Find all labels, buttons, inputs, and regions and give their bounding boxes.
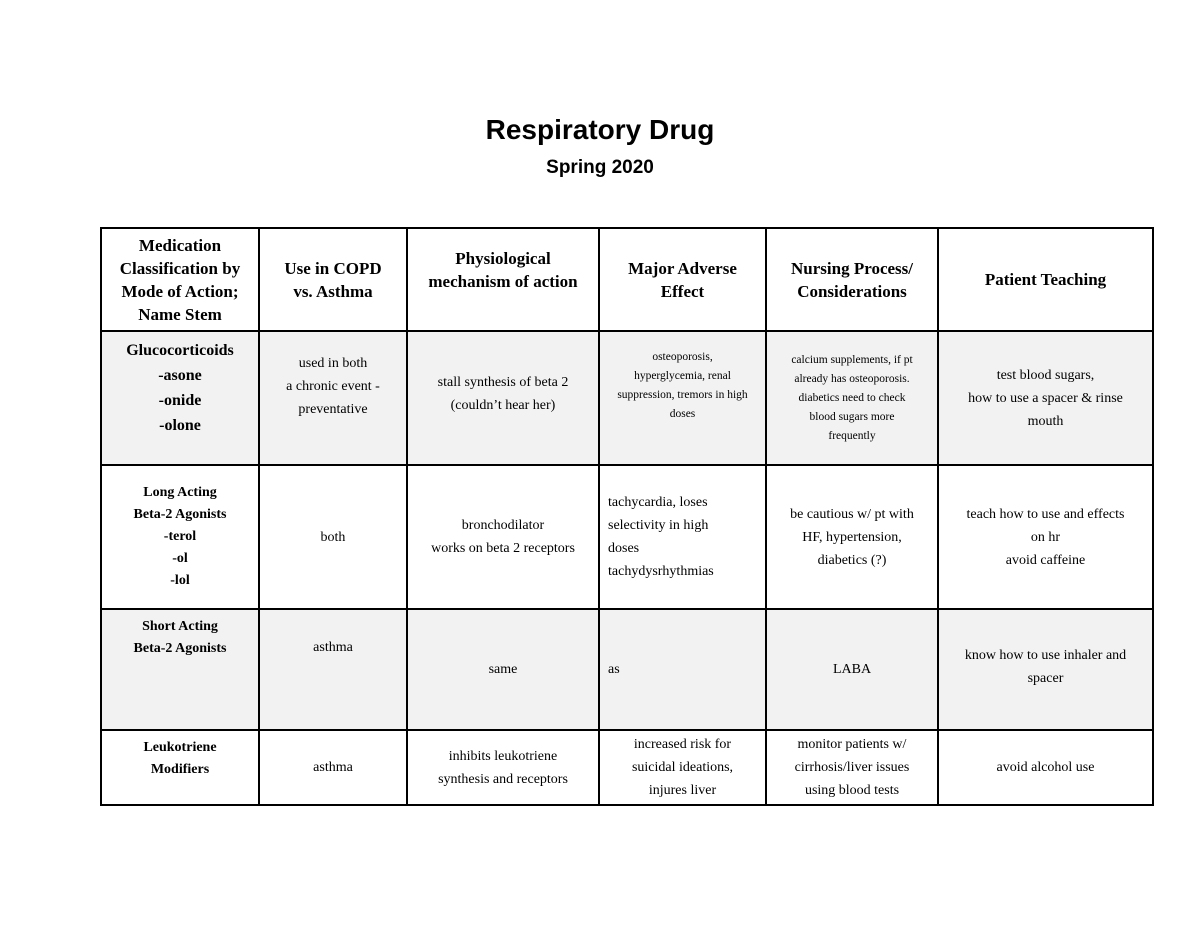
cell-adverse: [599, 331, 766, 465]
header-adverse: [599, 228, 766, 331]
cell-line: -lol: [170, 573, 190, 588]
cell-line: -olone: [159, 417, 201, 434]
cell-line: works on beta 2 receptors: [431, 541, 575, 556]
cell-line: know how to use inhaler and: [964, 647, 1127, 663]
cell-line: -ol: [172, 551, 188, 566]
cell-use: [259, 609, 407, 730]
cell-line: Long Acting: [143, 485, 217, 500]
cell-mechanism: [407, 609, 599, 730]
cell-classification: [101, 730, 259, 805]
header-nursing: [766, 228, 938, 331]
cell-classification: [101, 331, 259, 465]
cell-line: Beta-2 Agonists: [133, 507, 227, 522]
cell-mechanism: [407, 331, 599, 465]
cell-use: [259, 465, 407, 609]
cell-line: suppression, tremors in high: [617, 389, 748, 401]
header-line: Effect: [660, 281, 705, 301]
cell-line: -terol: [163, 529, 197, 544]
cell-line: doses: [608, 541, 640, 556]
cell-line: mouth: [1027, 413, 1064, 429]
cell-line: tachycardia, loses: [608, 495, 708, 510]
header-line: Mode of Action;: [121, 281, 239, 301]
cell-line: calcium supplements, if pt: [791, 353, 913, 366]
cell-line: osteoporosis,: [652, 351, 713, 363]
cell-line: HF, hypertension,: [802, 529, 902, 545]
cell-line: used in both: [298, 356, 368, 371]
cell-line: tachydysrhythmias: [608, 564, 714, 579]
cell-mechanism: [407, 465, 599, 609]
cell-line: bronchodilator: [461, 518, 545, 533]
cell-line: frequently: [828, 429, 876, 442]
cell-nursing: [766, 609, 938, 730]
cell-line: cirrhosis/liver issues: [794, 760, 910, 775]
cell-adverse: [599, 609, 766, 730]
table-row: [101, 609, 1153, 730]
cell-line: LABA: [832, 662, 872, 677]
cell-line: avoid alcohol use: [996, 760, 1095, 775]
cell-line: avoid caffeine: [1005, 552, 1086, 568]
cell-adverse: [599, 730, 766, 805]
cell-line: be cautious w/ pt with: [790, 506, 914, 522]
cell-line: Leukotriene: [143, 740, 217, 755]
cell-line: Modifiers: [150, 762, 210, 777]
cell-line: already has osteoporosis.: [794, 372, 910, 385]
respiratory-drug-table: [100, 227, 1154, 806]
table-header-row: [101, 228, 1153, 331]
cell-mechanism: [407, 730, 599, 805]
cell-line: a chronic event -: [286, 379, 380, 394]
header-mechanism: [407, 228, 599, 331]
header-line: Nursing Process/: [791, 258, 913, 278]
cell-use: [259, 730, 407, 805]
document-subtitle: Spring 2020: [546, 157, 654, 178]
cell-teaching: [938, 331, 1153, 465]
header-line: Classification by: [119, 258, 241, 278]
header-line: Physiological: [455, 248, 551, 268]
cell-line: -onide: [158, 392, 202, 409]
cell-line: doses: [669, 408, 696, 420]
cell-line: synthesis and receptors: [438, 771, 568, 787]
cell-line: injures liver: [648, 783, 717, 798]
cell-line: as: [608, 662, 620, 677]
cell-line: suicidal ideations,: [631, 760, 734, 775]
cell-teaching: [938, 730, 1153, 805]
header-line: Use in COPD: [284, 258, 382, 278]
cell-line: using blood tests: [804, 783, 900, 798]
header-line: Medication: [138, 235, 222, 255]
cell-teaching: [938, 465, 1153, 609]
header-line: Name Stem: [138, 304, 222, 324]
cell-line: same: [488, 662, 518, 677]
header-line: mechanism of action: [428, 271, 578, 291]
cell-line: diabetics (?): [817, 552, 887, 568]
cell-nursing: [766, 465, 938, 609]
cell-line: (couldn’t hear her): [450, 398, 556, 413]
cell-line: blood sugars more: [809, 410, 895, 423]
cell-line: asthma: [313, 640, 353, 655]
cell-line: inhibits leukotriene: [448, 748, 558, 764]
cell-line: preventative: [298, 402, 368, 417]
cell-nursing: [766, 730, 938, 805]
cell-line: teach how to use and effects: [966, 506, 1125, 522]
cell-line: asthma: [313, 760, 353, 775]
header-line: Considerations: [797, 281, 907, 301]
cell-use: [259, 331, 407, 465]
cell-line: Beta-2 Agonists: [133, 641, 227, 656]
cell-nursing: [766, 331, 938, 465]
header-line: vs. Asthma: [293, 281, 373, 301]
cell-line: stall synthesis of beta 2: [437, 375, 569, 390]
cell-classification: [101, 465, 259, 609]
cell-line: how to use a spacer & rinse: [968, 390, 1123, 406]
table-row: [101, 465, 1153, 609]
cell-line: Glucocorticoids: [126, 342, 234, 359]
header-use: [259, 228, 407, 331]
cell-teaching: [938, 609, 1153, 730]
cell-line: increased risk for: [633, 737, 732, 752]
cell-line: test blood sugars,: [996, 367, 1095, 383]
header-classification: [101, 228, 259, 331]
cell-line: hyperglycemia, renal: [634, 370, 731, 382]
cell-line: on hr: [1030, 529, 1061, 545]
cell-line: Short Acting: [142, 619, 218, 634]
header-line: Major Adverse: [628, 258, 737, 278]
cell-line: both: [320, 529, 346, 545]
cell-classification: [101, 609, 259, 730]
header-teaching: [938, 228, 1153, 331]
cell-line: diabetics need to check: [798, 391, 906, 404]
header-line: Patient Teaching: [984, 270, 1107, 289]
table-row: [101, 730, 1153, 805]
cell-line: selectivity in high: [608, 518, 709, 533]
cell-line: monitor patients w/: [797, 737, 907, 752]
table-row: [101, 331, 1153, 465]
document-title: Respiratory Drug: [485, 114, 715, 145]
cell-line: -asone: [158, 367, 202, 384]
cell-line: spacer: [1027, 670, 1064, 686]
cell-adverse: [599, 465, 766, 609]
